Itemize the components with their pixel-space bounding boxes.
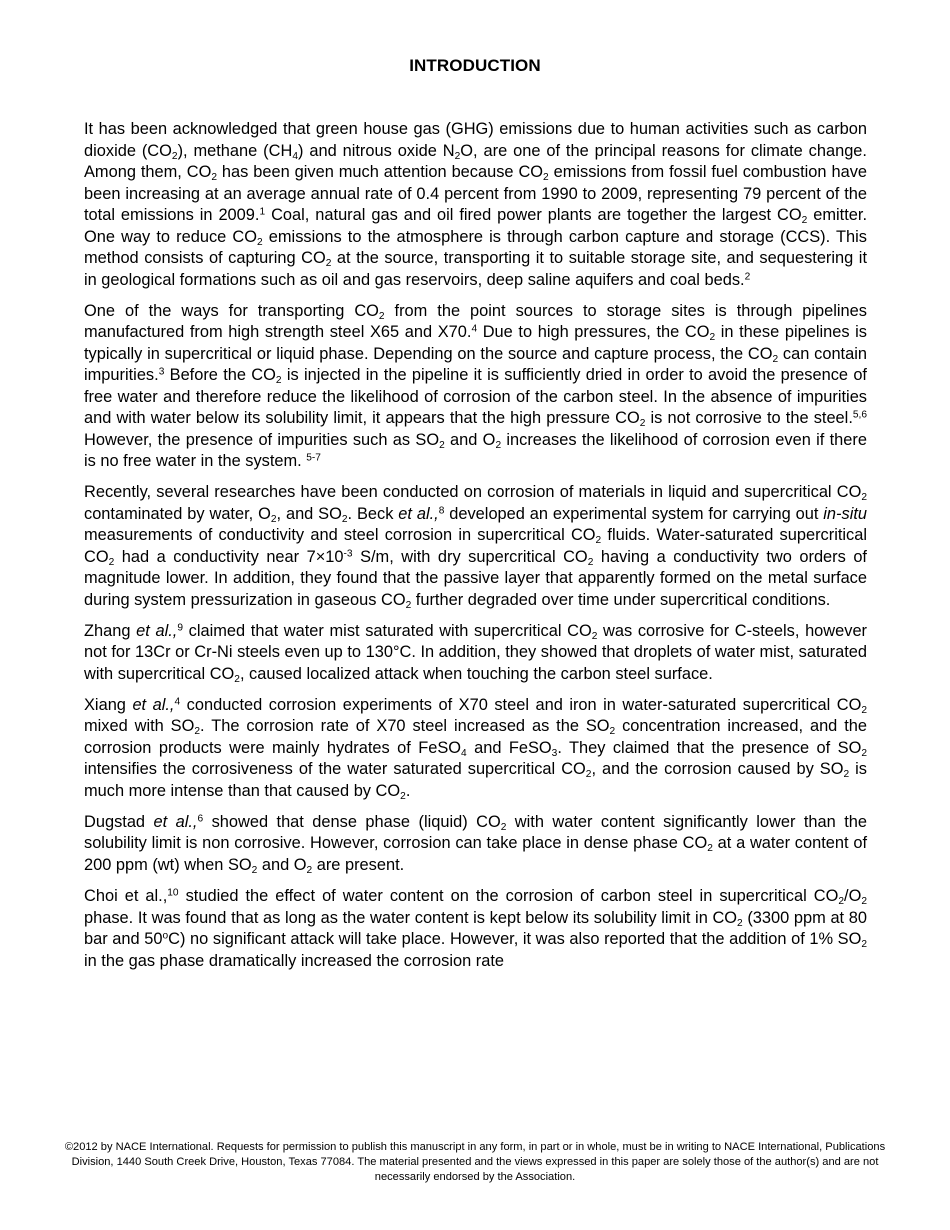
italic-text: et al., [398, 504, 439, 523]
section-heading: INTRODUCTION [409, 56, 541, 75]
subscript: 2 [861, 895, 867, 907]
subscript: 4 [461, 747, 467, 759]
superscript: 9 [177, 622, 183, 634]
superscript: 4 [174, 696, 181, 708]
subscript: 2 [591, 630, 598, 642]
subscript: 2 [275, 374, 282, 386]
paragraph [84, 695, 867, 803]
text-run: had a conductivity near 7×10 [114, 547, 344, 566]
text-run: showed that dense phase (liquid) CO [203, 812, 501, 831]
subscript: 2 [400, 790, 406, 802]
subscript: 2 [595, 535, 602, 547]
subscript: 2 [707, 843, 713, 855]
text-run: ) and nitrous oxide N [297, 141, 455, 160]
superscript: 2 [744, 270, 751, 282]
text-run: emissions from fossil fuel combustion have been increasing at an average annual rate of 0.4 percent from 1990 to 2009, representing 79 percent of the total emissions in 2009. [84, 163, 868, 224]
text-run: has been given much attention because CO [217, 163, 544, 181]
copyright-footer: ©2012 by NACE International. Requests for permission to publish this manuscript in any form, in part or in whole, must be in writing to NACE International, Publications Division, 1440 South Creek Drive, Houston, Texas 77084. The material presented and the views expressed in this paper are solely those of the author(s) and are not necessarily endorsed by the Association. [64, 1141, 886, 1183]
subscript: 2 [378, 310, 385, 322]
subscript: 2 [270, 513, 277, 525]
body-text [84, 119, 867, 982]
text-run: emissions to the atmosphere is through carbon capture and storage (CCS). This method consists of capturing CO [84, 227, 867, 267]
subscript: 2 [194, 726, 201, 738]
text-run: fluids. Water-saturated supercritical CO [84, 526, 867, 566]
subscript: 2 [843, 769, 850, 781]
subscript: 2 [709, 331, 716, 343]
subscript: 2 [838, 895, 845, 907]
text-run: Choi et al., [84, 887, 168, 906]
paragraph [84, 621, 867, 686]
paragraph [84, 812, 867, 877]
paragraph [84, 886, 867, 972]
text-run: /O [844, 887, 862, 906]
text-run: . They claimed that the presence of SO [557, 738, 862, 757]
subscript: 2 [454, 150, 461, 162]
text-run: intensifies the corrosiveness of the water saturated supercritical CO [84, 760, 586, 779]
text-run: are present. [312, 855, 405, 874]
italic-text: in-situ [823, 504, 868, 523]
subscript: 2 [861, 704, 867, 716]
superscript: 4 [471, 323, 478, 335]
subscript: 2 [234, 673, 240, 685]
text-run: increases the likelihood of corrosion even if there is no free water in the system. [84, 430, 867, 471]
text-run: (3300 ppm at 80 bar and 50 [84, 908, 867, 949]
text-run: emitter. One way to reduce CO [84, 206, 868, 246]
text-run: . Beck [347, 504, 399, 523]
superscript: 10 [167, 887, 179, 899]
text-run: Xiang [84, 695, 133, 714]
text-run: conducted corrosion experiments of X70 steel and iron in water-saturated supercritical CO [180, 695, 862, 714]
text-run: However, the presence of impurities such as SO [84, 430, 440, 449]
subscript: 2 [257, 236, 263, 248]
superscript: o [162, 930, 169, 942]
subscript: 2 [772, 353, 779, 365]
subscript: 2 [585, 769, 592, 781]
text-run: , and the corrosion caused by SO [591, 760, 844, 779]
text-run: is injected in the pipeline it is sufficiently dried in order to avoid the presence of free water and therefore reduce the likelihood of corrosion of the carbon steel. In the absence of impurities and with water below its solubility limit, it appears that the high pressure CO [84, 366, 867, 428]
subscript: 2 [405, 599, 412, 611]
text-run: in these pipelines is typically in supercritical or liquid phase. Depending on the source and capture process, the CO [84, 323, 867, 363]
subscript: 2 [108, 556, 115, 568]
subscript: 2 [737, 917, 743, 929]
paragraph [84, 301, 867, 473]
text-run: at the source, transporting it to suitable storage site, and sequestering it in geological formations such as oil and gas reservoirs, deep saline aquifers and coal beds. [84, 249, 867, 289]
text-run: Before the CO [164, 366, 276, 385]
subscript: 2 [341, 513, 348, 525]
superscript: 1 [259, 206, 266, 218]
superscript: 5,6 [852, 409, 867, 421]
subscript: 2 [587, 556, 594, 568]
text-run: Recently, several researches have been conducted on corrosion of materials in liquid and supercritical CO [84, 483, 862, 502]
superscript: 8 [438, 505, 445, 517]
text-run: O, are one of the principal reasons for climate change. Among them, CO [84, 141, 867, 181]
text-run: and FeSO [466, 738, 552, 757]
subscript: 2 [639, 417, 646, 429]
text-run: can contain impurities. [84, 344, 867, 385]
text-run: at a water content of 200 ppm (wt) when SO [84, 834, 868, 874]
subscript: 2 [500, 821, 507, 833]
subscript: 2 [171, 150, 178, 162]
text-run: having a conductivity two orders of magnitude lower. In addition, they found that the passive layer that apparently formed on the metal surface during system pressurization in gaseous CO [84, 547, 867, 609]
text-run: in the gas phase dramatically increased the corrosion rate [84, 951, 505, 970]
subscript: 2 [543, 171, 549, 183]
subscript: 2 [861, 938, 867, 950]
text-run: , and SO [276, 504, 342, 523]
text-run: is much more intense than that caused by CO [84, 760, 867, 800]
text-run: Zhang [84, 621, 137, 640]
text-run: One of the ways for transporting CO [84, 301, 379, 320]
italic-text: et al., [132, 695, 175, 714]
subscript: 2 [495, 439, 502, 451]
subscript: 2 [211, 171, 218, 183]
paragraph [84, 482, 867, 611]
text-run: and O [257, 855, 307, 874]
paragraph [84, 119, 867, 291]
text-run: and O [444, 430, 496, 449]
italic-text: et al., [136, 621, 178, 640]
text-run: mixed with SO [84, 717, 195, 736]
text-run: , caused localized attack when touching the carbon steel surface. [239, 664, 713, 683]
text-run: claimed that water mist saturated with supercritical CO [183, 621, 592, 640]
superscript: 5-7 [306, 452, 321, 464]
subscript: 2 [861, 492, 867, 504]
superscript: 3 [158, 366, 165, 378]
subscript: 2 [801, 214, 808, 226]
subscript: 2 [251, 864, 258, 876]
text-run: ), methane (CH [177, 141, 293, 160]
subscript: 3 [551, 747, 558, 759]
subscript: 2 [306, 864, 313, 876]
text-run: measurements of conductivity and steel corrosion in supercritical CO [84, 526, 596, 545]
text-run: contaminated by water, O [84, 504, 271, 523]
subscript: 2 [861, 747, 867, 759]
text-run: S/m, with dry supercritical CO [352, 547, 588, 566]
text-run: was corrosive for C-steels, however not for 13Cr or Cr-Ni steels even up to 130°C. In addition, they showed that droplets of water mist, saturated with supercritical CO [84, 621, 868, 683]
subscript: 2 [325, 257, 332, 269]
text-run: developed an experimental system for carrying out [444, 504, 824, 523]
text-run: from the point sources to storage sites is through pipelines manufactured from high strength steel X65 and X70. [84, 301, 867, 342]
text-run: It has been acknowledged that green house gas (GHG) emissions due to human activities such as carbon dioxide (CO [84, 120, 867, 160]
text-run: Due to high pressures, the CO [477, 323, 710, 342]
subscript: 4 [292, 150, 298, 162]
text-run: with water content significantly lower than the solubility limit is non corrosive. However, corrosion can take place in dense phase CO [84, 812, 868, 853]
text-run: C) no significant attack will take place. However, it was also reported that the addition of 1% SO [168, 930, 862, 949]
subscript: 2 [609, 726, 616, 738]
text-run: . [405, 781, 411, 800]
text-run: studied the effect of water content on the corrosion of carbon steel in supercritical CO [178, 887, 839, 906]
text-run: is not corrosive to the steel. [645, 409, 853, 428]
text-run: Dugstad [84, 812, 154, 831]
text-run: phase. It was found that as long as the water content is kept below its solubility limit in CO [84, 908, 738, 927]
subscript: 2 [439, 439, 445, 451]
superscript: -3 [343, 548, 353, 560]
text-run: further degraded over time under supercritical conditions. [411, 590, 831, 609]
text-run: . The corrosion rate of X70 steel increased as the SO [200, 717, 610, 736]
italic-text: et al., [153, 812, 198, 831]
text-run: concentration increased, and the corrosion products were mainly hydrates of FeSO [84, 717, 867, 757]
superscript: 6 [197, 813, 204, 825]
text-run: Coal, natural gas and oil fired power plants are together the largest CO [265, 206, 802, 224]
